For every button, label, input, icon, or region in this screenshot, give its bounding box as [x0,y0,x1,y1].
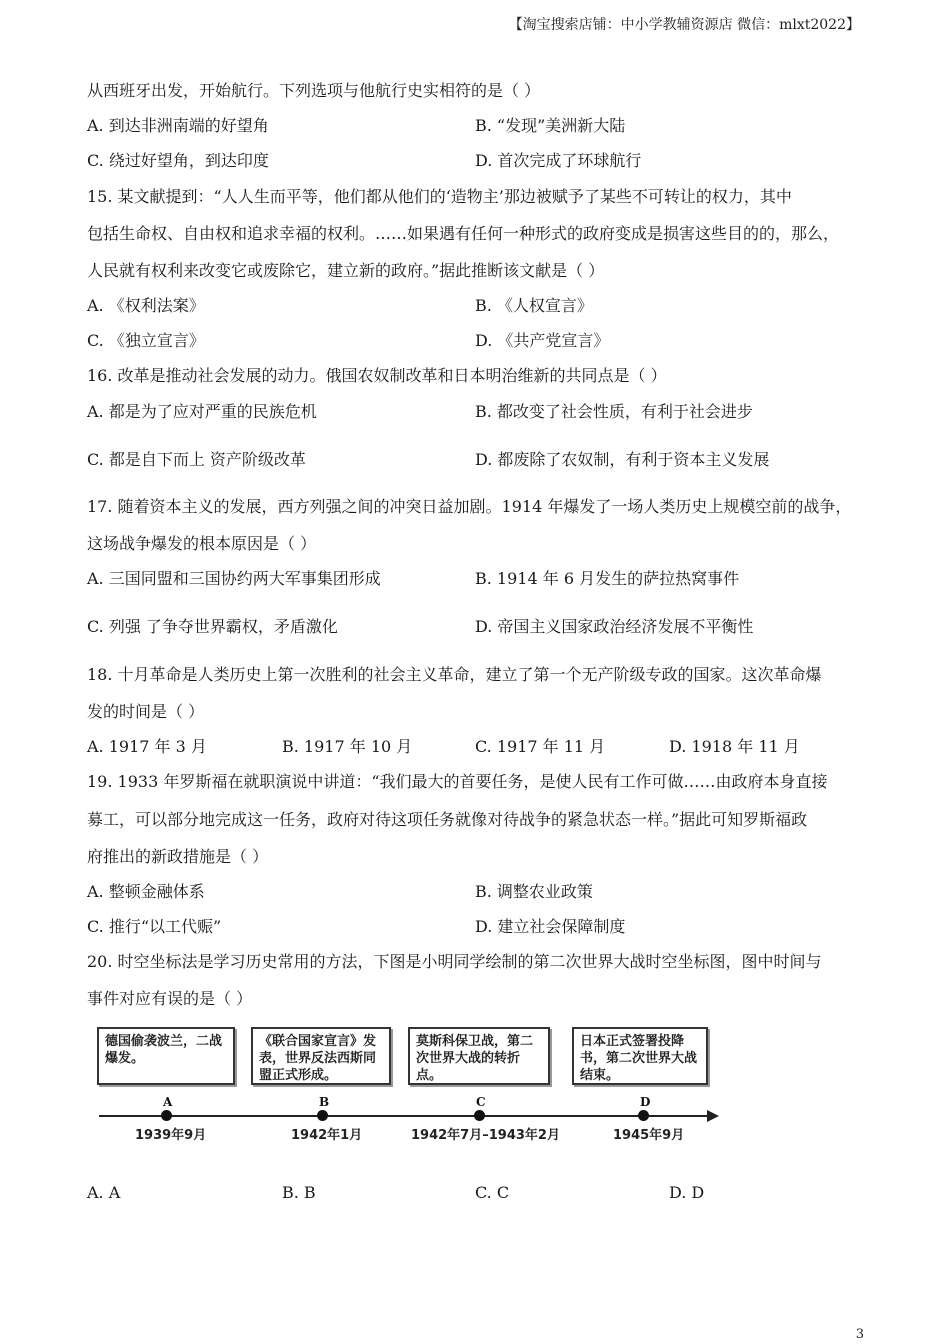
q17-stem-line2: 这场战争爆发的根本原因是（ ） [87,534,317,553]
q18-stem-line2: 发的时间是（ ） [87,702,205,721]
q16-option-d[interactable]: D. 都废除了农奴制，有利于资本主义发展 [475,450,770,469]
q18-option-a[interactable]: A. 1917 年 3 月 [87,737,207,756]
q20-option-a[interactable]: A. A [87,1183,121,1202]
timeline-dot-c [474,1110,485,1121]
q20-stem-line2: 事件对应有误的是（ ） [87,989,253,1008]
q14-option-d[interactable]: D. 首次完成了环球航行 [475,151,642,170]
timeline-arrow-icon [707,1110,719,1122]
q15-stem-line1: 15. 某文献提到：“人人生而平等，他们都从他们的‘造物主’那边被赋予了某些不可转让的权力，其中 [87,187,792,206]
point-label-a: A [163,1095,173,1109]
q15-option-d[interactable]: D. 《共产党宣言》 [475,331,610,350]
page-number: 3 [855,1327,864,1342]
q20-stem-line1: 20. 时空坐标法是学习历史常用的方法，下图是小明同学绘制的第二次世界大战时空坐标图，图中时间与 [87,952,822,971]
point-label-b: B [319,1095,330,1109]
q20-option-b[interactable]: B. B [282,1183,316,1202]
timeline-dot-d [638,1110,649,1121]
q17-option-d[interactable]: D. 帝国主义国家政治经济发展不平衡性 [475,617,754,636]
q16-option-a[interactable]: A. 都是为了应对严重的民族危机 [87,402,317,421]
q15-option-b[interactable]: B. 《人权宣言》 [475,296,593,315]
q18-stem-line1: 18. 十月革命是人类历史上第一次胜利的社会主义革命，建立了第一个无产阶级专政的国家。这次革命爆 [87,665,822,684]
point-label-d: D [640,1095,651,1109]
ww2-timeline-figure [95,1025,725,1150]
q15-option-a[interactable]: A. 《权利法案》 [87,296,205,315]
q19-option-c[interactable]: C. 推行“以工代赈” [87,917,222,936]
timeline-axis [99,1115,711,1117]
date-label-d: 1945年9月 [613,1128,685,1143]
page-header: 【淘宝搜索店铺：中小学教辅资源店 微信：mlxt2022】 [508,17,860,33]
event-box-d: 日本正式签署投降书，第二次世界大战结束。 [572,1027,708,1085]
q20-option-d[interactable]: D. D [669,1183,705,1202]
event-box-c: 莫斯科保卫战，第二次世界大战的转折点。 [408,1027,550,1085]
timeline-dot-b [317,1110,328,1121]
q14-option-c[interactable]: C. 绕过好望角，到达印度 [87,151,269,170]
q14-option-b[interactable]: B. “发现”美洲新大陆 [475,116,626,135]
q15-option-c[interactable]: C. 《独立宣言》 [87,331,205,350]
q16-stem: 16. 改革是推动社会发展的动力。俄国农奴制改革和日本明治维新的共同点是（ ） [87,366,667,385]
q19-option-d[interactable]: D. 建立社会保障制度 [475,917,626,936]
q16-option-c[interactable]: C. 都是自下而上 资产阶级改革 [87,450,306,469]
date-label-c: 1942年7月–1943年2月 [411,1128,560,1143]
q19-stem-line3: 府推出的新政措施是（ ） [87,847,269,866]
q19-stem-line1: 19. 1933 年罗斯福在就职演说中讲道：“我们最大的首要任务，是使人民有工作可做……由政府本身直接 [87,772,828,791]
date-label-a: 1939年9月 [135,1128,207,1143]
q17-option-c[interactable]: C. 列强 了争夺世界霸权，矛盾激化 [87,617,338,636]
timeline-dot-a [161,1110,172,1121]
q20-option-c[interactable]: C. C [475,1183,510,1202]
q18-option-d[interactable]: D. 1918 年 11 月 [669,737,800,756]
q15-stem-line2: 包括生命权、自由权和追求幸福的权利。……如果遇有任何一种形式的政府变成是损害这些目的的，那么， [87,224,840,243]
point-label-c: C [476,1095,486,1109]
q14-option-a[interactable]: A. 到达非洲南端的好望角 [87,116,269,135]
q18-option-b[interactable]: B. 1917 年 10 月 [282,737,413,756]
q15-stem-line3: 人民就有权利来改变它或废除它，建立新的政府。”据此推断该文献是（ ） [87,261,605,280]
q14-stem: 从西班牙出发，开始航行。下列选项与他航行史实相符的是（ ） [87,81,541,100]
q19-stem-line2: 募工，可以部分地完成这一任务，政府对待这项任务就像对待战争的紧急状态一样。”据此可知罗斯福政 [87,810,808,829]
q16-option-b[interactable]: B. 都改变了社会性质，有利于社会进步 [475,402,753,421]
q19-option-b[interactable]: B. 调整农业政策 [475,882,593,901]
q19-option-a[interactable]: A. 整顿金融体系 [87,882,205,901]
q17-stem-line1: 17. 随着资本主义的发展，西方列强之间的冲突日益加剧。1914 年爆发了一场人类历史上规模空前的战争， [87,497,852,516]
event-box-a: 德国偷袭波兰，二战爆发。 [97,1027,235,1085]
q18-option-c[interactable]: C. 1917 年 11 月 [475,737,606,756]
date-label-b: 1942年1月 [291,1128,363,1143]
event-box-b: 《联合国家宣言》发表，世界反法西斯同盟正式形成。 [251,1027,391,1085]
q17-option-b[interactable]: B. 1914 年 6 月发生的萨拉热窝事件 [475,569,740,588]
q17-option-a[interactable]: A. 三国同盟和三国协约两大军事集团形成 [87,569,381,588]
